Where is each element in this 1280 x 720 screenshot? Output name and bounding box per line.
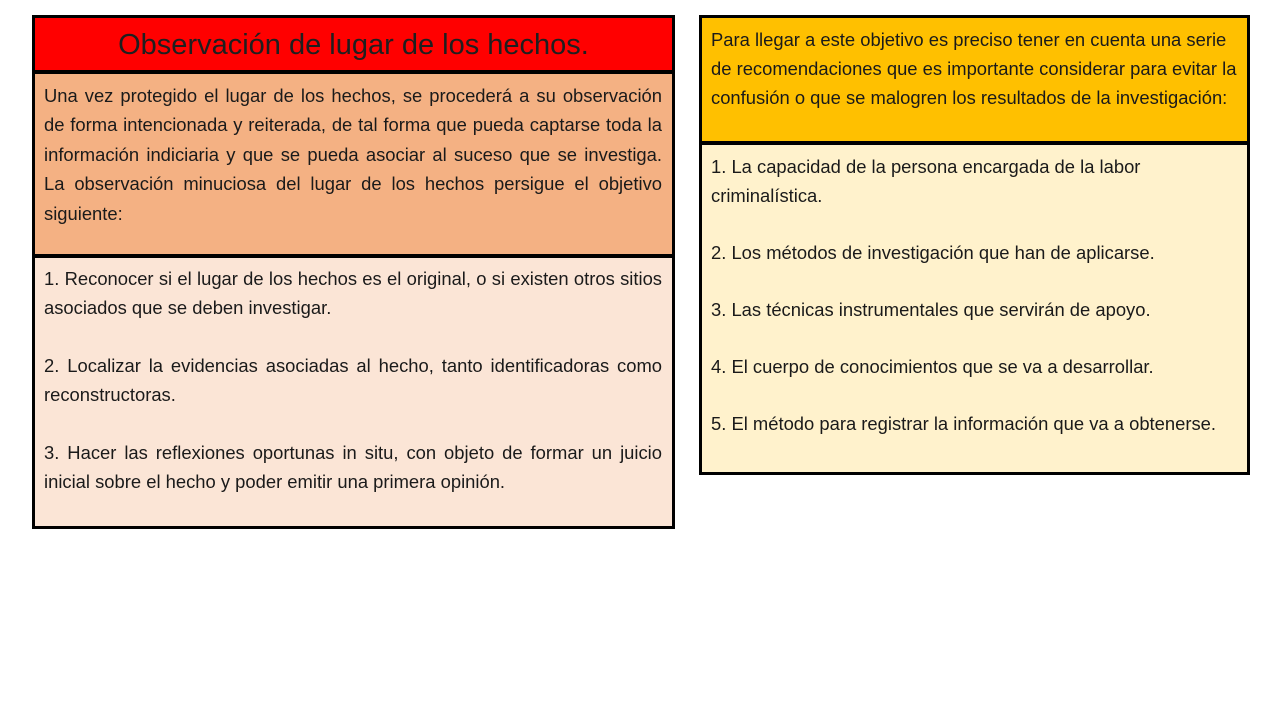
list-item: 2. Localizar la evidencias asociadas al hecho, tanto identificadoras como reconstructoras. bbox=[44, 355, 662, 405]
right-intro-text: Para llegar a este objetivo es preciso tener en cuenta una serie de recomendaciones que es importante considerar para evitar la confusión o que se malogren los resultados de la investigación: bbox=[711, 29, 1237, 109]
list-item: 4. El cuerpo de conocimientos que se va a desarrollar. bbox=[711, 356, 1154, 377]
list-item: 3. Las técnicas instrumentales que servirán de apoyo. bbox=[711, 299, 1151, 320]
list-item: 3. Hacer las reflexiones oportunas in situ, con objeto de formar un juicio inicial sobre el hecho y poder emitir una primera opinión. bbox=[44, 442, 662, 492]
list-item: 2. Los métodos de investigación que han de aplicarse. bbox=[711, 242, 1155, 263]
right-intro-box bbox=[699, 15, 1250, 144]
list-item: 1. Reconocer si el lugar de los hechos es el original, o si existen otros sitios asociados que se deben investigar. bbox=[44, 268, 662, 318]
left-title-box bbox=[32, 15, 675, 73]
list-item: 1. La capacidad de la persona encargada de la labor criminalística. bbox=[711, 156, 1141, 206]
right-recommendations-list bbox=[699, 142, 1250, 475]
list-item: 5. El método para registrar la información que va a obtenerse. bbox=[711, 413, 1216, 434]
page-title: Observación de lugar de los hechos. bbox=[118, 28, 589, 61]
left-intro-box bbox=[32, 71, 675, 257]
left-objectives-list bbox=[32, 255, 675, 529]
left-intro-text: Una vez protegido el lugar de los hechos, se procederá a su observación de forma intencionada y reiterada, de tal forma que pueda captarse toda la información indiciaria y que se pueda asociar al suceso que se investiga. La observación minuciosa del lugar de los hechos persigue el objetivo siguiente: bbox=[44, 85, 662, 224]
